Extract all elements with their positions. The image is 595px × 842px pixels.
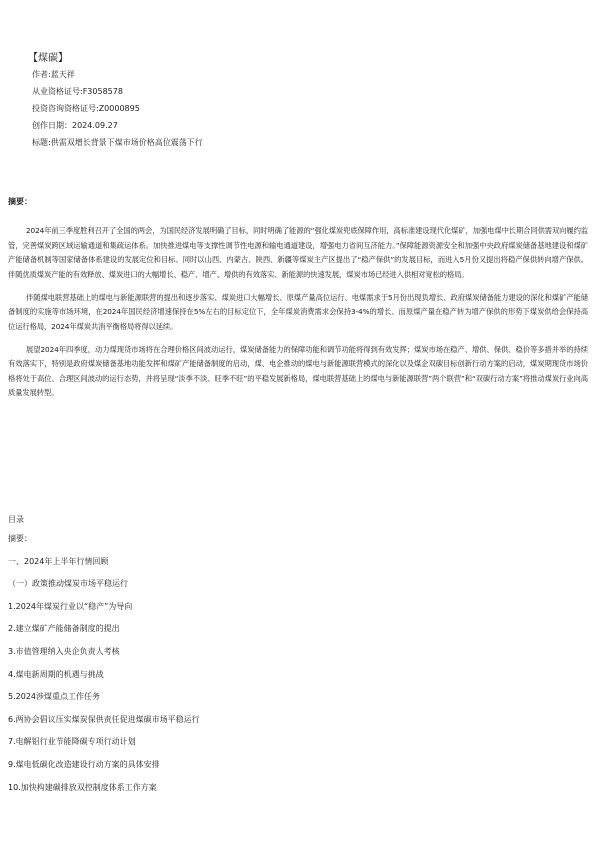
- report-header: [24, 52, 324, 154]
- creation-date-line: 创作日期：2024.09.27: [32, 121, 118, 130]
- abstract-body: [8, 224, 588, 409]
- toc-item[interactable]: 1.2024年煤炭行业以“稳产”为导向: [8, 601, 133, 611]
- toc-item[interactable]: 7.电解铝行业节能降碳专项行动计划: [8, 737, 136, 747]
- table-of-contents: [8, 514, 568, 804]
- toc-item[interactable]: 2.建立煤矿产能储备制度的提出: [8, 624, 120, 634]
- toc-item[interactable]: 6.两协会倡议压实煤炭保供责任促进煤碳市场平稳运行: [8, 714, 200, 724]
- toc-item[interactable]: 一、2024年上半年行情回顾: [8, 556, 109, 566]
- toc-item[interactable]: 5.2024涉煤重点工作任务: [8, 692, 100, 702]
- toc-item[interactable]: 4.煤电新周期的机遇与挑战: [8, 669, 104, 679]
- toc-item[interactable]: 摘要：: [8, 534, 32, 543]
- category-tag: 【煤碳】: [28, 53, 68, 64]
- practice-cert-line: 从业资格证号:F3058578: [32, 87, 123, 96]
- abstract-paragraph: 伴随煤电联营基础上的煤电与新能源联营的提出和逐步落实、煤炭进口大幅增长、原煤产量高位运行、电煤需求于5月份出现负增长、政府煤炭储备能力建设的深化和煤矿产能储备制度的实施等市场环境，在2024年国民经济增速保持在5%左右的目标定位下，全年煤炭消费需求会保持3-4%的增长、而原煤产量在稳产转为增产保供的形势下煤炭供给会保持高位运行格局，2024年煤炭共消平衡格局将得以延续。: [8, 292, 588, 331]
- toc-item[interactable]: 10.加快构建碳排放双控制度体系工作方案: [8, 782, 157, 792]
- abstract-heading: 摘要：: [8, 197, 32, 206]
- abstract-paragraph: 2024年前三季度胜利召开了全国的两会，为国民经济发展明确了目标，同时明确了能源的“强化煤炭兜底保障作用，高标准建设现代化煤矿，加强电煤中长期合同供需双向履约监管，完善煤炭跨区域运输通道和集疏运体系。加快推进煤电等支撑性调节性电源和输电通道建设，增强电力省间互济能力。”保障能源资源安全和加强中央政府煤炭储备基地建设和煤矿产能储备机制等国家储备体系建设的发展定位和目标。同时以山西、内蒙古、陕西、新疆等煤炭主产区提出了“稳产保供”的发展目标，而进入5月份又提出将稳产保供转向增产保供。伴随优质煤炭产能的有效释放、煤炭进口的大幅增长、稳产、增产、增供的有效落实、新能源的快速发展，煤炭市场已经进入供相对宽松的格局。: [8, 226, 588, 279]
- report-title-line: 标题:供需双增长背景下煤市场价格高位震荡下行: [32, 138, 203, 147]
- author-line: 作者:蓝天祥: [32, 70, 75, 79]
- toc-item[interactable]: 3.市值管理纳入央企负责人考核: [8, 646, 120, 656]
- toc-item[interactable]: （一）政策推动煤炭市场平稳运行: [8, 579, 128, 589]
- toc-heading: 目录: [8, 515, 24, 524]
- abstract-paragraph: 展望2024年四季度，动力煤现货市场将在合理价格区间波动运行，煤炭储备能力的保障功能和调节功能将得到有效发挥；煤炭市场在稳产、增供、保供、稳价等多措并举的持续有效落实下，特别是政府煤炭储备基地功能发挥和煤矿产能储备制度的启动，煤、电企推动的煤电与新能源联营模式的深化以及煤企双碳目标创新行动方案的启动，煤炭期现货市场价格将处于高位、合理区间波动的运行态势，并将呈现“淡季不淡、旺季不旺”的平稳发展新格局，煤电联营基础上的煤电与新能源联营”两个联营”和“双碳行动方案”将推动煤炭行业向高质量发展转型。: [8, 344, 588, 397]
- toc-item[interactable]: 9.煤电低碳化改造建设行动方案的具体安排: [8, 759, 160, 769]
- advisory-cert-line: 投资咨询资格证号:Z0000895: [32, 104, 140, 113]
